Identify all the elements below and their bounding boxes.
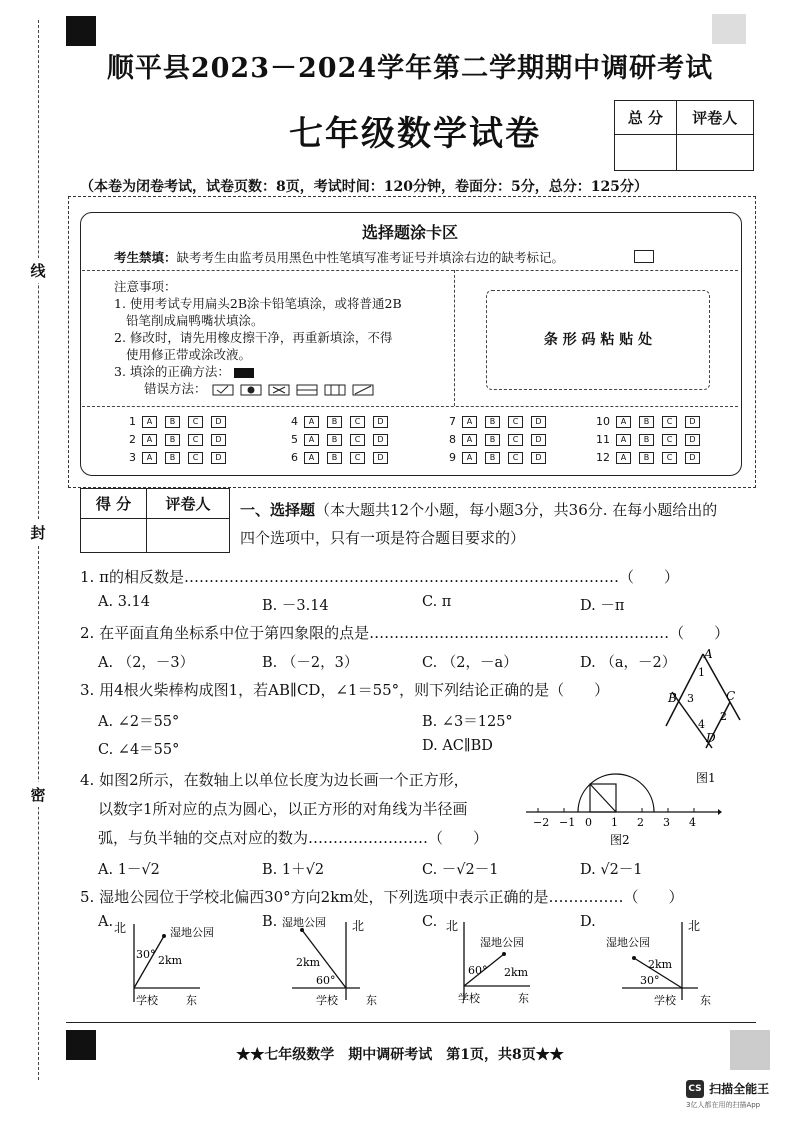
q4-option-b[interactable]: B. 1＋√2: [262, 862, 325, 878]
q5c-north: 北: [446, 919, 459, 933]
fig1-label-3: 3: [687, 692, 694, 705]
bubble-q8-c[interactable]: C: [508, 434, 523, 446]
bubble-q1-b[interactable]: B: [165, 416, 180, 428]
bubble-row-q3: [118, 451, 234, 464]
section-score-table: [80, 488, 230, 553]
fig1-label-c: C: [726, 689, 736, 703]
question-2-stem: 2. 在平面直角坐标系中位于第四象限的点是……………………………………………………（ ）: [80, 624, 730, 642]
page-footer: ★★七年级数学 期中调研考试 第1页，共8页★★: [236, 1047, 564, 1063]
fig2-tick-label: 3: [663, 816, 670, 829]
bubble-q6-c[interactable]: C: [350, 452, 365, 464]
bubble-q1-d[interactable]: D: [211, 416, 226, 428]
q4-stem-line3: 弧，与负半轴的交点对应的数为……………………（ ）: [98, 829, 489, 847]
bubble-q3-d[interactable]: D: [211, 452, 226, 464]
bubble-question-number: 3: [129, 451, 136, 464]
wrong-sample-check: [213, 385, 233, 395]
q5d-east: 东: [700, 994, 711, 1006]
bubble-q11-a[interactable]: A: [616, 434, 631, 446]
question-4-stem: [80, 766, 520, 853]
grader-label: 评卷人: [676, 101, 753, 135]
binding-label-xian: 线: [26, 258, 50, 283]
fig2-caption: 图2: [610, 833, 630, 847]
total-score-cell[interactable]: [615, 135, 677, 171]
q5c-park: 湿地公园: [480, 936, 524, 949]
wrong-method-line: [114, 380, 402, 397]
answer-card-divider-2: [82, 406, 738, 407]
section-score-cell[interactable]: [81, 519, 147, 553]
bubble-q8-a[interactable]: A: [462, 434, 477, 446]
note-line-4: 使用修正带或涂改液。: [126, 347, 252, 362]
section-heading: [240, 496, 750, 552]
grader-cell[interactable]: [676, 135, 753, 171]
bubble-question-number: 4: [291, 415, 298, 428]
bubble-q12-b[interactable]: B: [639, 452, 654, 464]
binding-label-feng: 封: [26, 520, 50, 545]
q5a-dist: 2km: [158, 954, 183, 967]
q4-stem-line1: 4. 如图2所示，在数轴上以单位长度为边长画一个正方形，: [80, 771, 469, 789]
q2-option-b[interactable]: B. （－2，3）: [262, 655, 359, 671]
bubble-q7-b[interactable]: B: [485, 416, 500, 428]
bubble-q4-c[interactable]: C: [350, 416, 365, 428]
q5b-school: 学校: [316, 994, 338, 1006]
section-grader-cell[interactable]: [147, 519, 230, 553]
q4-option-d[interactable]: D. √2－1: [580, 862, 643, 878]
bubble-q4-a[interactable]: A: [304, 416, 319, 428]
bubble-q6-b[interactable]: B: [327, 452, 342, 464]
note-line-2: 铅笔削成扁鸭嘴状填涂。: [126, 313, 264, 328]
bubble-question-number: 2: [129, 433, 136, 446]
fig2-tick-label: 0: [585, 816, 592, 829]
bubble-question-number: 10: [596, 415, 610, 428]
notes-block: [114, 278, 402, 397]
total-score-table: [614, 100, 754, 171]
q4-option-a[interactable]: A. 1－√2: [98, 862, 160, 878]
bubble-question-number: 6: [291, 451, 298, 464]
q1-option-a[interactable]: A. 3.14: [98, 594, 150, 610]
q5b-dist: 2km: [296, 956, 321, 969]
q5a-park: 湿地公园: [170, 926, 214, 939]
total-score-label: 总 分: [615, 101, 677, 135]
q5d-dist: 2km: [648, 958, 673, 971]
q4-option-c[interactable]: C. －√2－1: [422, 862, 499, 878]
scan-shadow-top-right: [712, 14, 746, 44]
section-heading-line1: 一、选择题（本大题共12个小题，每小题3分，共36分. 在每小题给出的: [240, 501, 718, 519]
bubble-q2-b[interactable]: B: [165, 434, 180, 446]
absent-mark-box[interactable]: [634, 250, 654, 263]
bubble-row-q12: [592, 451, 708, 464]
correct-method-label: 3. 填涂的正确方法：: [114, 364, 230, 379]
q5-diagram-a: [110, 918, 230, 1008]
bubble-q5-a[interactable]: A: [304, 434, 319, 446]
bubble-row-q9: [438, 451, 554, 464]
bubble-row-q1: [118, 415, 234, 428]
q5-option-a[interactable]: A.: [98, 914, 114, 930]
bubble-q10-b[interactable]: B: [639, 416, 654, 428]
q5c-school: 学校: [458, 992, 480, 1005]
notes-title: 注意事项：: [114, 279, 177, 294]
bubble-q3-b[interactable]: B: [165, 452, 180, 464]
q2-option-c[interactable]: C. （2，－a）: [422, 655, 518, 671]
figure-2: [522, 768, 722, 848]
q3-option-d[interactable]: D. AC∥BD: [422, 738, 493, 754]
q5a-east: 东: [186, 994, 197, 1007]
wrong-sample-slash: [353, 385, 373, 395]
q5d-angle: 30°: [640, 974, 660, 987]
q5b-east: 东: [366, 994, 377, 1006]
absent-text: 缺考考生由监考员用黑色中性笔填写准考证号并填涂右边的缺考标记。: [176, 250, 565, 265]
bubble-question-number: 11: [596, 433, 610, 446]
binding-dashed-line: [38, 20, 39, 1080]
q5-option-d[interactable]: D.: [580, 914, 596, 930]
bubble-q1-a[interactable]: A: [142, 416, 157, 428]
note-line-3: 2. 修改时，请先用橡皮擦干净，再重新填涂，不得: [114, 330, 393, 345]
bubble-q4-b[interactable]: B: [327, 416, 342, 428]
bubble-q4-d[interactable]: D: [373, 416, 388, 428]
q5-option-b[interactable]: B.: [262, 914, 278, 930]
bubble-q9-a[interactable]: A: [462, 452, 477, 464]
q5c-east: 东: [518, 992, 529, 1005]
q1-option-c[interactable]: C. π: [422, 594, 452, 610]
bubble-q6-d[interactable]: D: [373, 452, 388, 464]
bubble-row-q10: [592, 415, 708, 428]
bubble-row-q5: [280, 433, 396, 446]
wrong-sample-empty: [325, 385, 345, 395]
wrong-sample-dot: [241, 385, 261, 395]
paper-title: 七年级数学试卷: [289, 114, 541, 154]
bubble-q10-d[interactable]: D: [685, 416, 700, 428]
fig2-tick-label: 1: [611, 816, 618, 829]
registration-mark-top-left: [66, 16, 96, 46]
q2-option-d[interactable]: D. （a，－2）: [580, 655, 677, 671]
binding-label-mi: 密: [26, 782, 50, 807]
figure-1: [660, 648, 750, 788]
barcode-area: [486, 290, 710, 390]
bubble-q2-d[interactable]: D: [211, 434, 226, 446]
bubble-q10-a[interactable]: A: [616, 416, 631, 428]
q5d-park: 湿地公园: [606, 936, 650, 949]
answer-card-title: 选择题涂卡区: [361, 223, 458, 242]
bubble-question-number: 9: [449, 451, 456, 464]
q5-diagram-b: [272, 916, 392, 1006]
wrong-fill-samples: [211, 383, 401, 397]
bubble-question-number: 8: [449, 433, 456, 446]
bubble-question-number: 7: [449, 415, 456, 428]
bubble-q3-a[interactable]: A: [142, 452, 157, 464]
q1-option-b[interactable]: B. －3.14: [262, 598, 329, 614]
answer-card-divider-1: [82, 270, 738, 271]
bubble-q7-d[interactable]: D: [531, 416, 546, 428]
section-score-label: 得 分: [81, 489, 147, 519]
bubble-row-q6: [280, 451, 396, 464]
fig1-caption: 图1: [696, 771, 716, 785]
answer-card-divider-v: [454, 270, 455, 406]
bubble-question-number: 1: [129, 415, 136, 428]
q5-option-c[interactable]: C.: [422, 914, 438, 930]
q5b-north: 北: [352, 919, 365, 933]
bubble-q5-c[interactable]: C: [350, 434, 365, 446]
q5-diagram-d: [598, 916, 728, 1006]
bubble-q12-d[interactable]: D: [685, 452, 700, 464]
question-3-stem: 3. 用4根火柴棒构成图1，若AB∥CD，∠1＝55°，则下列结论正确的是（ ）: [80, 681, 610, 699]
q3-option-c[interactable]: C. ∠4＝55°: [98, 742, 180, 758]
footer-divider: [66, 1022, 756, 1023]
bubble-row-q11: [592, 433, 708, 446]
q2-option-a[interactable]: A. （2，－3）: [98, 655, 195, 671]
q4-stem-line2: 以数字1所对应的点为圆心，以正方形的对角线为半径画: [98, 800, 468, 818]
q1-option-d[interactable]: D. －π: [580, 598, 625, 614]
bubble-row-q7: [438, 415, 554, 428]
fig1-label-b: B: [668, 691, 677, 705]
fig1-label-d: D: [706, 731, 716, 745]
section-grader-label: 评卷人: [147, 489, 230, 519]
question-1-stem: 1. π的相反数是……………………………………………………………………………（ ）: [80, 568, 679, 586]
q5d-school: 学校: [654, 994, 676, 1006]
bubble-q6-a[interactable]: A: [304, 452, 319, 464]
bubble-q8-b[interactable]: B: [485, 434, 500, 446]
bubble-q7-a[interactable]: A: [462, 416, 477, 428]
bubble-row-q4: [280, 415, 396, 428]
q3-option-b[interactable]: B. ∠3＝125°: [422, 714, 513, 730]
wrong-sample-cross: [269, 385, 289, 395]
q5b-angle: 60°: [316, 974, 336, 987]
bubble-question-number: 12: [596, 451, 610, 464]
bubble-q9-b[interactable]: B: [485, 452, 500, 464]
barcode-label: 条 形 码 粘 贴 处: [543, 332, 653, 348]
bubble-q5-d[interactable]: D: [373, 434, 388, 446]
bubble-q10-c[interactable]: C: [662, 416, 677, 428]
section-heading-line2: 四个选项中，只有一项是符合题目要求的）: [240, 529, 526, 547]
question-5-stem: 5. 湿地公园位于学校北偏西30°方向2km处，下列选项中表示正确的是……………（ ）: [80, 888, 684, 906]
bubble-q7-c[interactable]: C: [508, 416, 523, 428]
bubble-q2-a[interactable]: A: [142, 434, 157, 446]
q5a-angle: 30°: [136, 948, 156, 961]
fig2-tick-label: 4: [689, 816, 696, 829]
fig2-tick-label: −2: [533, 816, 550, 829]
fig1-label-a: A: [704, 648, 713, 661]
q3-option-a[interactable]: A. ∠2＝55°: [98, 714, 180, 730]
q5b-park: 湿地公园: [282, 916, 326, 929]
camscanner-brand: 扫描全能王: [709, 1082, 770, 1096]
fig2-diagonal: [590, 784, 616, 812]
bubble-q11-d[interactable]: D: [685, 434, 700, 446]
bubble-q9-c[interactable]: C: [508, 452, 523, 464]
scan-shadow-bottom-right: [730, 1030, 770, 1070]
note-line-5: [114, 363, 402, 380]
fig2-tick-label: −1: [559, 816, 576, 829]
bubble-q8-d[interactable]: D: [531, 434, 546, 446]
fig1-label-4: 4: [698, 718, 705, 731]
bubble-q11-b[interactable]: B: [639, 434, 654, 446]
camscanner-tagline: 3亿人都在用的扫描App: [686, 1100, 761, 1109]
absent-notice: [114, 248, 564, 266]
fig1-label-1: 1: [698, 666, 705, 679]
bubble-q9-d[interactable]: D: [531, 452, 546, 464]
q5a-school: 学校: [136, 994, 158, 1007]
camscanner-logo: CS: [686, 1080, 704, 1098]
wrong-method-label: 错误方法：: [144, 381, 207, 396]
fig1-label-2: 2: [720, 710, 727, 723]
bubble-q3-c[interactable]: C: [188, 452, 203, 464]
q5c-dist: 2km: [504, 966, 529, 979]
bubble-row-q2: [118, 433, 234, 446]
bubble-q5-b[interactable]: B: [327, 434, 342, 446]
q5a-north: 北: [114, 921, 127, 935]
bubble-q11-c[interactable]: C: [662, 434, 677, 446]
bubble-q1-c[interactable]: C: [188, 416, 203, 428]
q5c-angle: 60°: [468, 964, 488, 977]
bubble-q12-a[interactable]: A: [616, 452, 631, 464]
camscanner-watermark: [686, 1078, 790, 1110]
absent-label: 考生禁填：: [114, 250, 177, 265]
bubble-row-q8: [438, 433, 554, 446]
note-line-1: 1. 使用考试专用扁头2B涂卡铅笔填涂，或将普通2B: [114, 296, 402, 311]
fig2-tick-label: 2: [637, 816, 644, 829]
bubble-question-number: 5: [291, 433, 298, 446]
exam-title: 顺平县2023－2024学年第二学期期中调研考试: [106, 53, 714, 84]
exam-info: （本卷为闭卷考试，试卷页数：8页，考试时间：120分钟，卷面分：5分，总分：125分）: [80, 179, 648, 195]
q5-diagram-c: [434, 916, 554, 1006]
bubble-q12-c[interactable]: C: [662, 452, 677, 464]
wrong-sample-partial: [297, 385, 317, 395]
fig2-arrow: [718, 809, 722, 815]
q5d-north: 北: [688, 919, 701, 933]
bubble-q2-c[interactable]: C: [188, 434, 203, 446]
correct-fill-sample: [234, 368, 254, 378]
fig1-stick-ab: [666, 654, 703, 726]
